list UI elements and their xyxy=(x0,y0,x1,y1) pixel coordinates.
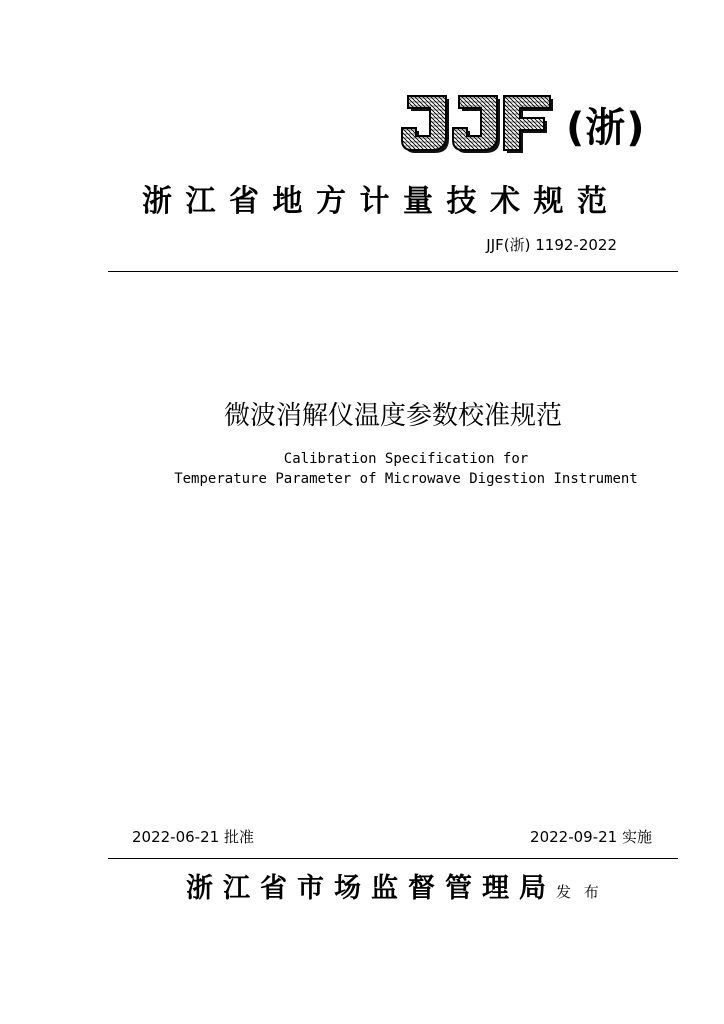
document-title-chinese: 微波消解仪温度参数校准规范 xyxy=(223,401,562,431)
top-divider xyxy=(108,271,678,272)
effective-date: 2022-09-21 实施 xyxy=(530,828,652,846)
document-title-english-line2: Temperature Parameter of Microwave Digestion Instrument xyxy=(174,471,638,487)
issuer-line xyxy=(186,866,603,905)
jjf-logo xyxy=(398,92,698,156)
document-title-english-line1: Calibration Specification for xyxy=(283,451,529,467)
issuer-suffix: 发 布 xyxy=(556,883,603,901)
standard-category: 浙江省地方计量技术规范 xyxy=(142,184,621,219)
approval-date: 2022-06-21 批准 xyxy=(132,828,254,846)
bottom-divider xyxy=(108,858,678,859)
issuer-name: 浙江省市场监督管理局 xyxy=(186,873,556,904)
jjf-logo-mark xyxy=(398,92,556,154)
logo-region: (浙) xyxy=(566,105,646,151)
standard-number: JJF(浙) 1192-2022 xyxy=(486,236,617,254)
